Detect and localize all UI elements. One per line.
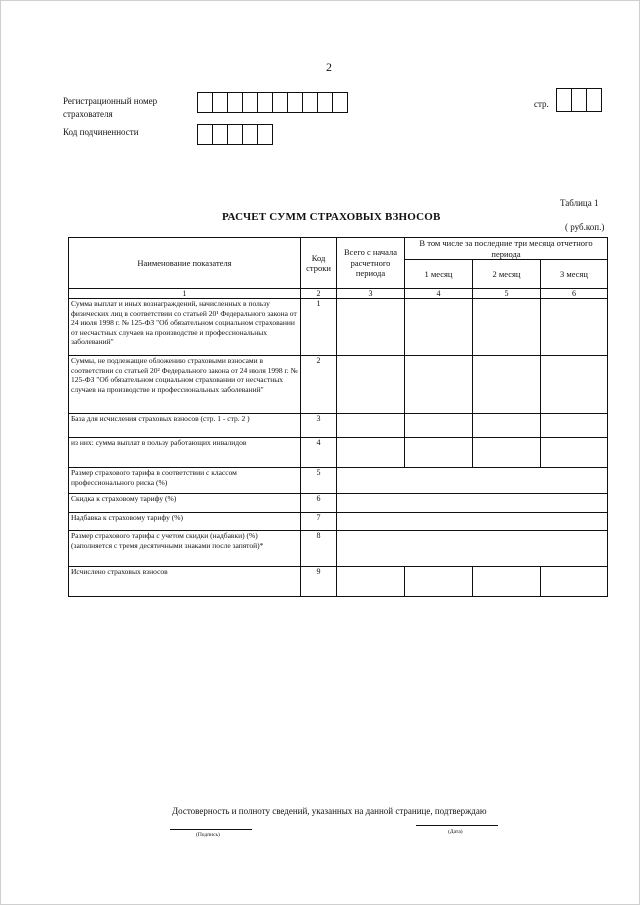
table-row — [69, 531, 608, 567]
page-number: 2 — [326, 60, 332, 74]
col-header-month2: 2 месяц — [473, 260, 541, 289]
value-cell[interactable] — [405, 299, 473, 356]
row-name: База для исчисления страховых взносов (стр. 1 - стр. 2 ) — [69, 414, 301, 438]
value-cell[interactable] — [541, 414, 608, 438]
col-number: 4 — [405, 289, 473, 299]
value-cell[interactable] — [405, 414, 473, 438]
value-cell[interactable] — [337, 438, 405, 468]
date-caption: (Дата) — [448, 829, 463, 835]
form-title: РАСЧЕТ СУММ СТРАХОВЫХ ВЗНОСОВ — [222, 211, 441, 223]
subordination-code-field[interactable] — [198, 124, 273, 145]
signature-line[interactable] — [170, 829, 252, 830]
table-row — [69, 299, 608, 356]
confirmation-text: Достоверность и полноту сведений, указанных на данной странице, подтверждаю — [172, 806, 487, 816]
row-code: 9 — [301, 567, 337, 597]
table-row — [69, 468, 608, 494]
value-cell[interactable] — [473, 438, 541, 468]
table-row — [69, 438, 608, 468]
col-header-month3: 3 месяц — [541, 260, 608, 289]
subordination-code-label: Код подчиненности — [63, 127, 139, 137]
value-cell[interactable] — [337, 299, 405, 356]
row-name: Исчислено страховых взносов — [69, 567, 301, 597]
value-cell[interactable] — [405, 438, 473, 468]
row-code: 4 — [301, 438, 337, 468]
unit-label: ( руб.коп.) — [565, 222, 605, 232]
col-number: 6 — [541, 289, 608, 299]
row-code: 7 — [301, 513, 337, 531]
col-header-last3: В том числе за последние три месяца отчетного периода — [405, 238, 608, 260]
value-cell[interactable] — [337, 356, 405, 414]
value-cell[interactable] — [337, 567, 405, 597]
value-cell-merged[interactable] — [337, 513, 608, 531]
table-row — [69, 567, 608, 597]
value-cell[interactable] — [541, 438, 608, 468]
signature-caption: (Подпись) — [196, 832, 220, 838]
value-cell[interactable] — [405, 567, 473, 597]
row-code: 1 — [301, 299, 337, 356]
value-cell-merged[interactable] — [337, 468, 608, 494]
row-name: Размер страхового тарифа в соответствии с классом профессионального риска (%) — [69, 468, 301, 494]
value-cell[interactable] — [337, 414, 405, 438]
table-label: Таблица 1 — [560, 198, 599, 208]
value-cell-merged[interactable] — [337, 494, 608, 513]
row-name: из них: сумма выплат в пользу работающих инвалидов — [69, 438, 301, 468]
col-header-name: Наименование показателя — [69, 238, 301, 289]
table-row — [69, 356, 608, 414]
row-code: 8 — [301, 531, 337, 567]
row-code: 2 — [301, 356, 337, 414]
value-cell[interactable] — [541, 299, 608, 356]
row-name: Суммы, не подлежащие обложению страховыми взносами в соответствии со статьей 20² Федерального закона от 24 июля 1998 г. № 125-ФЗ "Об обязательном социальном страховании от несчастных случаев на производстве и профессиональных заболеваний" — [69, 356, 301, 414]
page-field[interactable] — [557, 88, 602, 112]
row-code: 3 — [301, 414, 337, 438]
col-header-code: Код строки — [301, 238, 337, 289]
page-field-label: стр. — [534, 99, 549, 109]
col-number: 2 — [301, 289, 337, 299]
row-name: Надбавка к страховому тарифу (%) — [69, 513, 301, 531]
value-cell[interactable] — [473, 414, 541, 438]
value-cell[interactable] — [473, 567, 541, 597]
value-cell[interactable] — [473, 299, 541, 356]
row-name: Размер страхового тарифа с учетом скидки (надбавки) (%) (заполняется с тремя десятичными знаками после запятой)* — [69, 531, 301, 567]
col-header-total: Всего с начала расчетного периода — [337, 238, 405, 289]
value-cell[interactable] — [473, 356, 541, 414]
reg-number-label: Регистрационный номер страхователя — [63, 96, 158, 119]
col-number: 3 — [337, 289, 405, 299]
col-header-month1: 1 месяц — [405, 260, 473, 289]
row-code: 5 — [301, 468, 337, 494]
col-number: 1 — [69, 289, 301, 299]
value-cell-merged[interactable] — [337, 531, 608, 567]
value-cell[interactable] — [541, 356, 608, 414]
table-row — [69, 414, 608, 438]
row-name: Скидка к страховому тарифу (%) — [69, 494, 301, 513]
col-number: 5 — [473, 289, 541, 299]
value-cell[interactable] — [405, 356, 473, 414]
row-code: 6 — [301, 494, 337, 513]
table-row — [69, 494, 608, 513]
contributions-table — [68, 237, 608, 597]
reg-number-field[interactable] — [198, 92, 348, 113]
table-row — [69, 513, 608, 531]
row-name: Сумма выплат и иных вознаграждений, начисленных в пользу физических лиц в соответствии со статьей 20¹ Федерального закона от 24 июля 1998 г. № 125-ФЗ "Об обязательном социальном страховании от несчастных случаев на производстве и профессиональных заболеваний" — [69, 299, 301, 356]
date-line[interactable] — [416, 825, 498, 826]
value-cell[interactable] — [541, 567, 608, 597]
